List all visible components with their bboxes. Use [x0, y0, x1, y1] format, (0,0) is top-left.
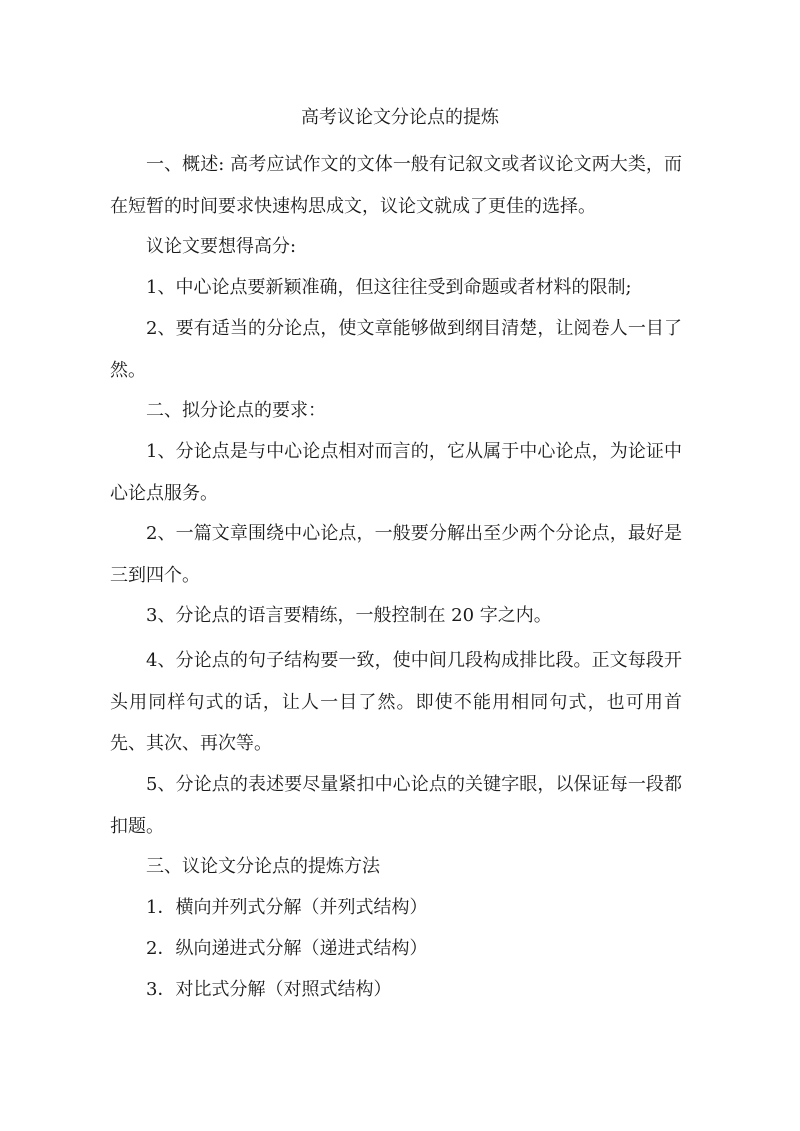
paragraph-high-score-intro: 议论文要想得高分:: [146, 236, 297, 257]
paragraph-requirement-4: 4、分论点的句子结构要一致，使中间几段构成排比段。正文每段开头用同样句式的话，让人一目了然。即使不能用相同句式，也可用首先、其次、再次等。: [110, 650, 682, 754]
paragraph-requirement-3: 3、分论点的语言要精练，一般控制在 20 字之内。: [146, 605, 552, 626]
section-heading-requirements: 二、拟分论点的要求：: [146, 400, 326, 421]
paragraph-requirement-1: 1、分论点是与中心论点相对而言的，它从属于中心论点，为论证中心论点服务。: [110, 441, 682, 504]
paragraph-method-1: 1．横向并列式分解（并列式结构）: [146, 897, 428, 918]
paragraph-method-2: 2．纵向递进式分解（递进式结构）: [146, 938, 428, 959]
paragraph-point-2: 2、要有适当的分论点，使文章能够做到纲目清楚，让阅卷人一目了然。: [110, 318, 682, 381]
paragraph-overview: 一、概述: 高考应试作文的文体一般有记叙文或者议论文两大类，而在短暂的时间要求快速构思成文，议论文就成了更佳的选择。: [110, 154, 682, 217]
paragraph-point-1: 1、中心论点要新颖准确，但这往往受到命题或者材料的限制;: [146, 277, 632, 298]
document-title: 高考议论文分论点的提炼: [301, 107, 499, 128]
paragraph-requirement-2: 2、一篇文章围绕中心论点，一般要分解出至少两个分论点，最好是三到四个。: [110, 523, 682, 586]
section-heading-methods: 三、议论文分论点的提炼方法: [146, 856, 380, 877]
paragraph-method-3: 3．对比式分解（对照式结构）: [146, 979, 392, 1000]
paragraph-requirement-5: 5、分论点的表述要尽量紧扣中心论点的关键字眼，以保证每一段都扣题。: [110, 774, 682, 837]
